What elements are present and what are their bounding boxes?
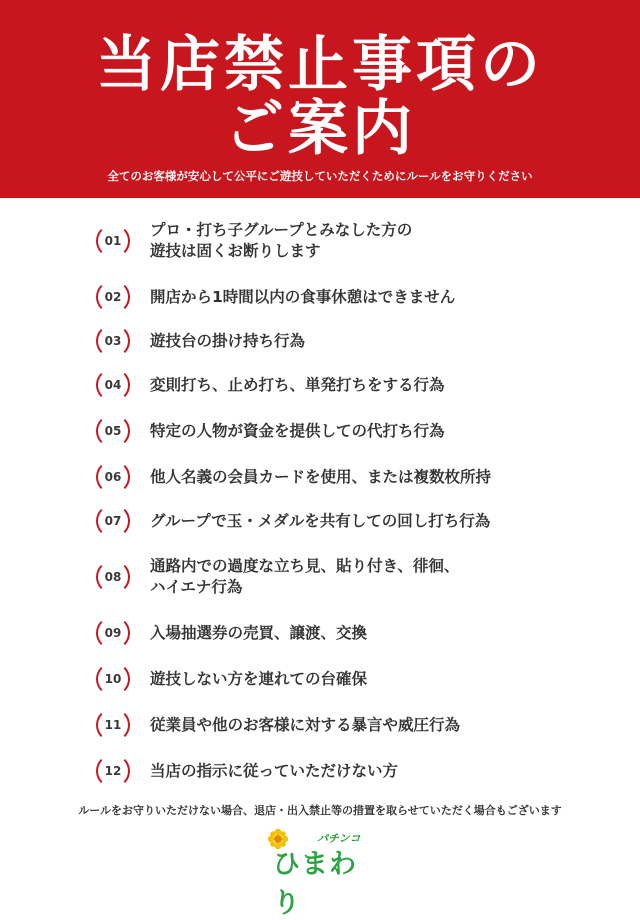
rule-item [96,504,616,538]
page-title-line2: ご案内 [224,94,416,164]
rule-text: 変則打ち、止め打ち、単発打ちをする行為 [150,375,445,394]
rule-text: 他人名義の会員カードを使用、または複数枚所持 [150,467,492,486]
rule-number-badge: 09 [96,616,130,650]
rule-item [96,220,616,262]
rule-number-badge: 03 [96,324,130,358]
rule-item [96,708,616,742]
rule-text: 従業員や他のお客様に対する暴言や威圧行為 [150,715,461,734]
rule-item [96,368,616,402]
rule-item [96,556,616,598]
rule-text: 特定の人物が資金を提供しての代打ち行為 [150,421,445,440]
rule-item [96,754,616,788]
rule-number-badge: 02 [96,280,130,314]
rule-text: プロ・打ち子グループとみなした方の 遊技は固くお断りします [150,221,413,260]
rule-text: 入場抽選券の売買、譲渡、交換 [150,623,368,642]
rule-item [96,324,616,358]
logo-text: ひまわり [273,849,357,919]
himawari-logo [265,828,377,919]
rule-item [96,280,616,314]
rule-number-badge: 01 [96,224,130,258]
footer-note: ルールをお守りいただけない場合、退店・出入禁止等の措置を取らせていただく場合もございます [78,804,562,817]
rule-text: 遊技台の掛け持ち行為 [150,331,306,350]
rule-number-badge: 05 [96,414,130,448]
rule-number-badge: 06 [96,460,130,494]
header-subtitle: 全てのお客様が安心して公平にご遊技していただくためにルールをお守りください [107,169,533,183]
page-title-line1: 当店禁止事項の [96,30,544,100]
rule-item [96,414,616,448]
rule-number-badge: 12 [96,754,130,788]
rule-text: グループで玉・メダルを共有しての回し打ち行為 [150,511,491,530]
rule-item [96,460,616,494]
rule-number-badge: 10 [96,662,130,696]
header-banner [0,0,640,198]
logo-subtext: パチンコ [317,832,361,845]
rule-text: 遊技しない方を連れての台確保 [150,669,368,688]
rule-number-badge: 11 [96,708,130,742]
rule-number-badge: 07 [96,504,130,538]
rule-number-badge: 08 [96,560,130,594]
rule-item [96,662,616,696]
rule-item [96,616,616,650]
rule-text: 当店の指示に従っていただけない方 [150,761,399,780]
rule-number-badge: 04 [96,368,130,402]
rule-text: 通路内での過度な立ち見、貼り付き、徘徊、 ハイエナ行為 [150,557,460,596]
rule-text: 開店から1時間以内の食事休憩はできません [150,287,456,306]
